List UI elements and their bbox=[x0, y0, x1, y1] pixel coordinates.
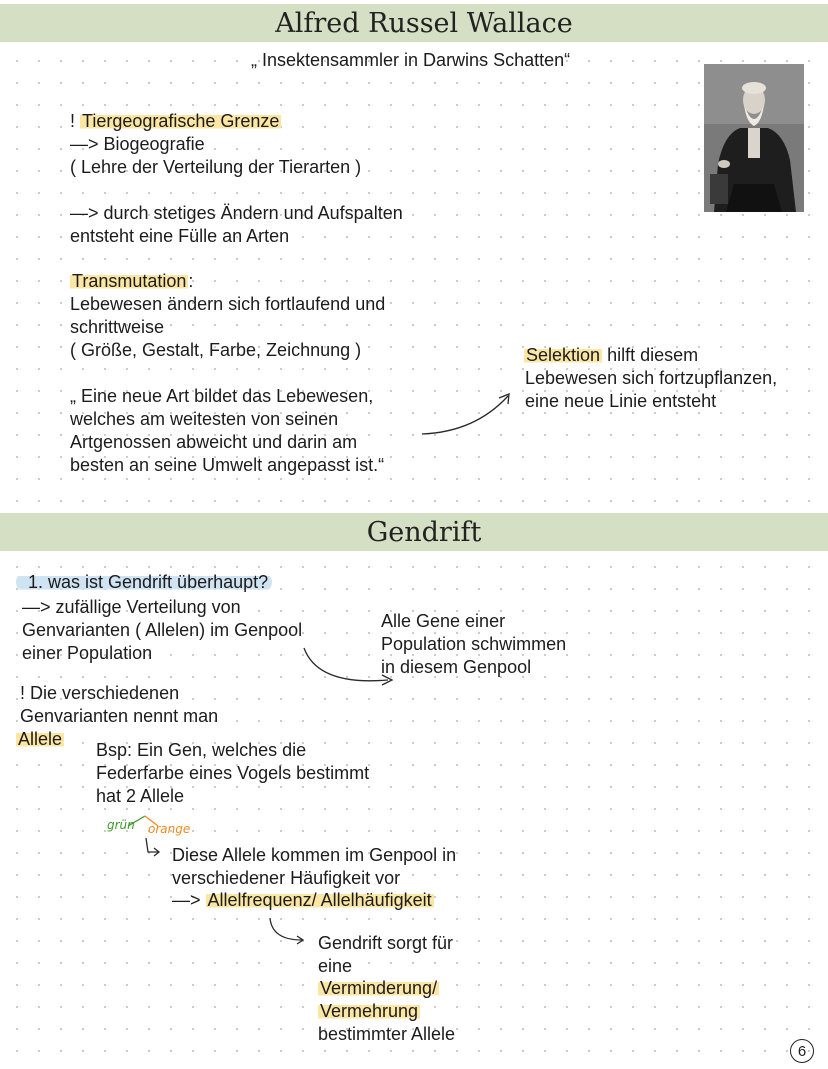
quote-line1: „ Eine neue Art bildet das Lebewesen, bbox=[70, 386, 374, 406]
beispiel-line2: Federfarbe eines Vogels bestimmt bbox=[96, 763, 370, 783]
aenderung-line1: —> durch stetiges Ändern und Aufspalten bbox=[70, 203, 403, 223]
section-title-gendrift: Gendrift bbox=[366, 516, 482, 548]
transmutation-line2: Lebewesen ändern sich fortlaufend und bbox=[70, 294, 386, 314]
arrow-colors-to-frequenz bbox=[146, 838, 158, 852]
beispiel-line3: hat 2 Allele bbox=[96, 786, 185, 806]
allele-highlight-line bbox=[16, 728, 64, 751]
quote-line3: Artgenossen abweicht und darin am bbox=[70, 432, 358, 452]
hand-label-green: grün bbox=[107, 818, 135, 832]
gendrift-question bbox=[16, 571, 272, 594]
selektion-highlight: Selektion bbox=[526, 345, 601, 365]
wallace-portrait-image bbox=[704, 64, 804, 212]
header-band-gendrift bbox=[0, 513, 828, 551]
arrow-colors-to-frequenz-head bbox=[154, 848, 159, 856]
arrow-answer-to-genpool bbox=[304, 648, 388, 681]
effekt-line1: Gendrift sorgt für bbox=[318, 933, 454, 953]
effekt-line2: eine bbox=[318, 956, 353, 976]
selektion-line1 bbox=[524, 344, 698, 367]
answer-line2: Genvarianten ( Allelen) im Genpool bbox=[22, 620, 303, 640]
allele-highlight: Allele bbox=[18, 729, 63, 749]
hand-label-orange: orange bbox=[148, 822, 191, 836]
subtitle: „ Insektensammler in Darwins Schatten“ bbox=[251, 50, 571, 70]
page-number: 6 bbox=[790, 1039, 814, 1063]
effekt-highlight-1: Verminderung/ bbox=[320, 978, 438, 998]
frequenz-line2: verschiedener Häufigkeit vor bbox=[172, 868, 401, 888]
transmutation-heading bbox=[70, 270, 193, 293]
answer-line1: —> zufällige Verteilung von bbox=[22, 597, 241, 617]
aenderung-line2: entsteht eine Fülle an Arten bbox=[70, 226, 290, 246]
genpool-line2: Population schwimmen bbox=[381, 634, 567, 654]
selektion-line3: eine neue Linie entsteht bbox=[525, 391, 717, 411]
tiergeo-line3: ( Lehre der Verteilung der Tierarten ) bbox=[70, 157, 362, 177]
effekt-highlight-2: Vermehrung bbox=[320, 1001, 419, 1021]
effekt-line5: bestimmter Allele bbox=[318, 1024, 456, 1044]
transmutation-line3: schrittweise bbox=[70, 317, 165, 337]
effekt-line4 bbox=[318, 1000, 420, 1023]
answer-line3: einer Population bbox=[22, 643, 153, 663]
arrow-quote-to-selektion bbox=[422, 396, 508, 434]
arrow-quote-to-selektion-head bbox=[499, 394, 509, 404]
quote-line2: welches am weitesten von seinen bbox=[70, 409, 339, 429]
tiergeo-line2: —> Biogeografie bbox=[70, 134, 205, 154]
transmutation-highlight: Transmutation bbox=[72, 271, 187, 291]
frequenz-prefix: —> bbox=[172, 890, 206, 910]
allele-line1: ! Die verschiedenen bbox=[20, 683, 180, 703]
question-text: 1. was ist Gendrift überhaupt? bbox=[16, 572, 272, 592]
beispiel-line1: Bsp: Ein Gen, welches die bbox=[96, 740, 307, 760]
transmutation-line4: ( Größe, Gestalt, Farbe, Zeichnung ) bbox=[70, 340, 362, 360]
selektion-rest: hilft diesem bbox=[602, 345, 699, 365]
genpool-line3: in diesem Genpool bbox=[381, 657, 532, 677]
frequenz-highlight: Allelfrequenz/ Allelhäufigkeit bbox=[207, 890, 432, 910]
frequenz-line1: Diese Allele kommen im Genpool in bbox=[172, 845, 457, 865]
header-band-wallace bbox=[0, 4, 828, 42]
tiergeo-prefix: ! bbox=[70, 111, 81, 131]
arrow-frequenz-to-effekt bbox=[270, 918, 302, 940]
selektion-line2: Lebewesen sich fortzupflanzen, bbox=[525, 368, 778, 388]
tiergeo-heading bbox=[70, 110, 281, 133]
effekt-line3 bbox=[318, 977, 439, 1000]
quote-line4: besten an seine Umwelt angepasst ist.“ bbox=[70, 455, 385, 475]
arrow-frequenz-to-effekt-head bbox=[297, 936, 303, 944]
section-title-wallace: Alfred Russel Wallace bbox=[275, 7, 573, 39]
genpool-line1: Alle Gene einer bbox=[381, 611, 506, 631]
frequenz-line3 bbox=[172, 889, 434, 912]
tiergeo-highlight: Tiergeografische Grenze bbox=[82, 111, 280, 131]
allele-line2: Genvarianten nennt man bbox=[20, 706, 219, 726]
transmutation-colon: : bbox=[188, 271, 194, 291]
